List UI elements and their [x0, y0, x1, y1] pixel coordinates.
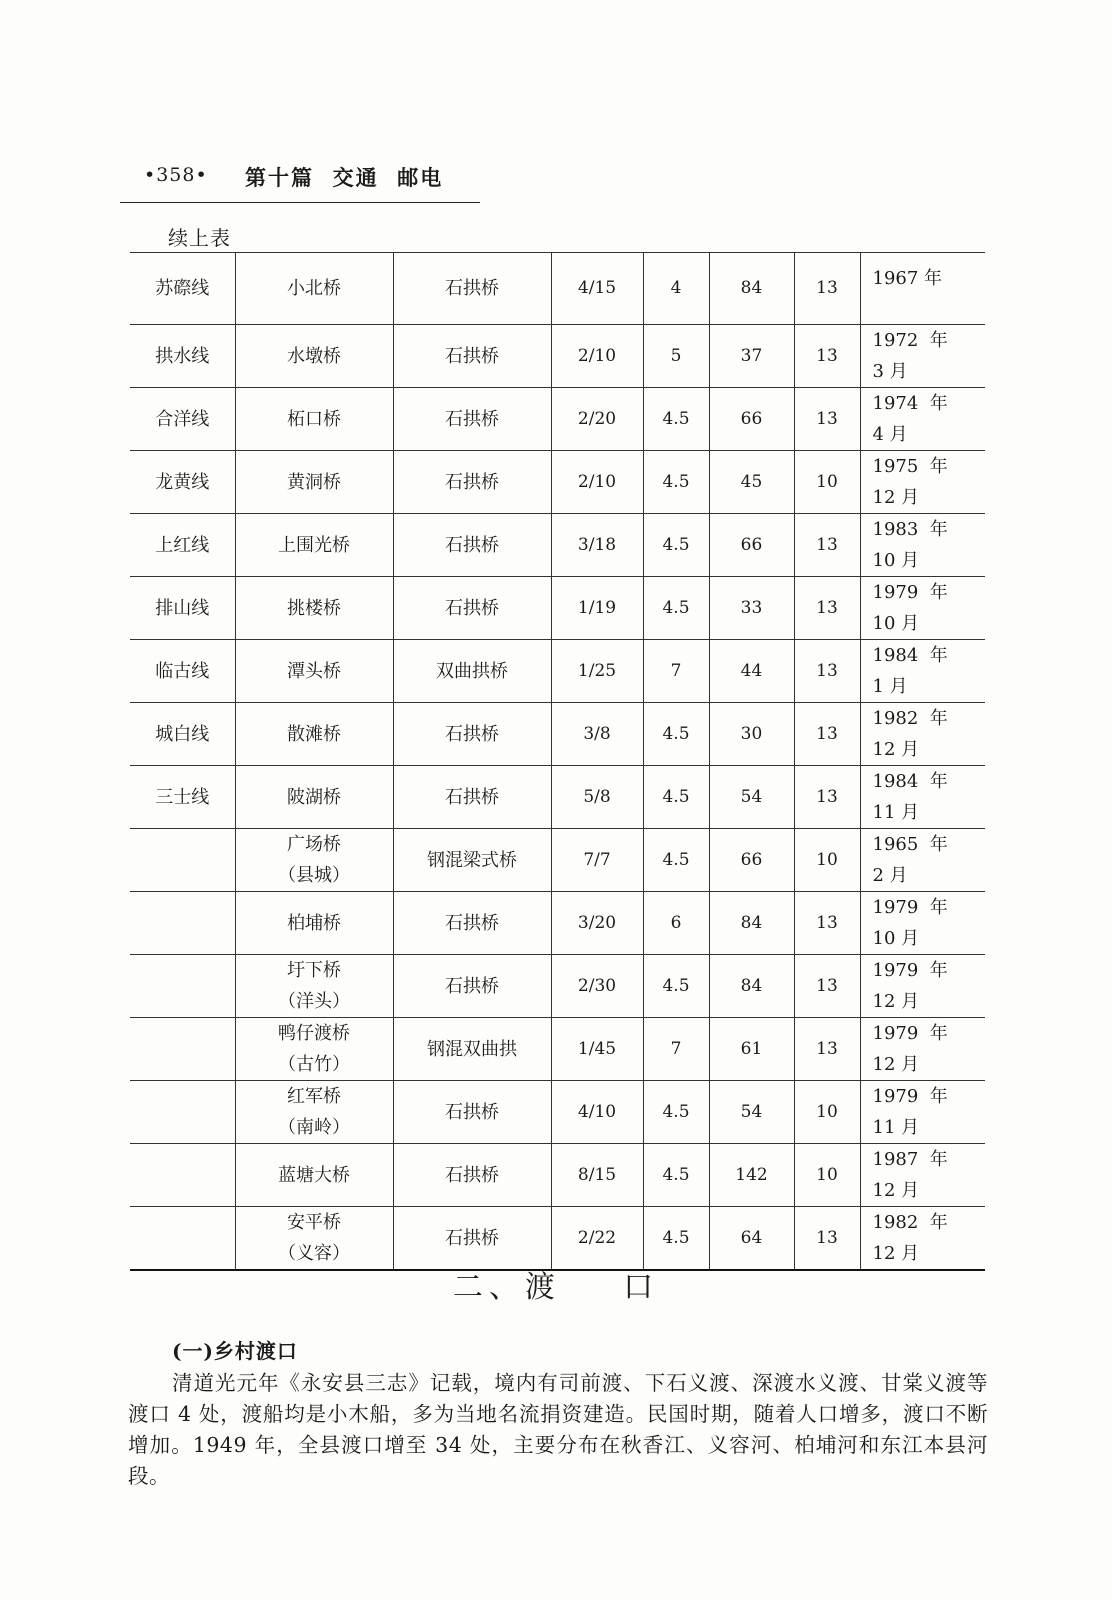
- completion-date-cell: 1974 年 4 月: [860, 388, 985, 451]
- width-cell: 4.5: [643, 955, 709, 1018]
- load-cell: 13: [794, 1207, 860, 1271]
- bridge-name-cell: 挑楼桥: [235, 577, 393, 640]
- table-row: [130, 451, 985, 514]
- load-cell: 10: [794, 1081, 860, 1144]
- length-cell: 84: [709, 955, 794, 1018]
- width-cell: 7: [643, 1018, 709, 1081]
- length-cell: 33: [709, 577, 794, 640]
- span-cell: 3/8: [551, 703, 643, 766]
- route-cell: 上红线: [130, 514, 235, 577]
- completion-date-cell: 1984 年 1 月: [860, 640, 985, 703]
- table-row: [130, 892, 985, 955]
- span-cell: 7/7: [551, 829, 643, 892]
- bridge-type-cell: 石拱桥: [393, 325, 551, 388]
- bridge-name-cell: 广场桥 （县城）: [235, 829, 393, 892]
- completion-date-cell: 1967 年: [860, 253, 985, 325]
- section-title: 第十篇 交通 邮电: [245, 165, 444, 190]
- load-cell: 13: [794, 325, 860, 388]
- bridge-type-cell: 钢混双曲拱: [393, 1018, 551, 1081]
- width-cell: 4: [643, 253, 709, 325]
- span-cell: 2/20: [551, 388, 643, 451]
- bridge-type-cell: 石拱桥: [393, 451, 551, 514]
- load-cell: 10: [794, 451, 860, 514]
- width-cell: 4.5: [643, 829, 709, 892]
- bridge-name-cell: 红军桥 （南岭）: [235, 1081, 393, 1144]
- span-cell: 2/30: [551, 955, 643, 1018]
- load-cell: 13: [794, 640, 860, 703]
- length-cell: 44: [709, 640, 794, 703]
- bridge-name-cell: 潭头桥: [235, 640, 393, 703]
- bridge-type-cell: 石拱桥: [393, 1081, 551, 1144]
- route-cell: [130, 892, 235, 955]
- span-cell: 5/8: [551, 766, 643, 829]
- route-cell: 拱水线: [130, 325, 235, 388]
- ferry-section-heading: 二、渡 口: [452, 1270, 660, 1305]
- bridge-type-cell: 钢混梁式桥: [393, 829, 551, 892]
- width-cell: 4.5: [643, 577, 709, 640]
- span-cell: 4/10: [551, 1081, 643, 1144]
- width-cell: 4.5: [643, 514, 709, 577]
- page-number: •358•: [144, 164, 208, 186]
- completion-date-cell: 1965 年 2 月: [860, 829, 985, 892]
- bridge-name-cell: 安平桥 （义容）: [235, 1207, 393, 1271]
- rural-ferry-paragraph: 清道光元年《永安县三志》记载，境内有司前渡、下石义渡、深渡水义渡、甘棠义渡等渡口 4 处，渡船均是小木船，多为当地名流捐资建造。民国时期，随着人口增多，渡口不断增加。1949 年，全县渡口增至 34 处，主要分布在秋香江、义容河、柏埔河和东江本县河段。: [128, 1371, 988, 1488]
- bridge-type-cell: 石拱桥: [393, 253, 551, 325]
- route-cell: [130, 829, 235, 892]
- table-row: [130, 1018, 985, 1081]
- length-cell: 66: [709, 514, 794, 577]
- completion-date-cell: 1982 年 12 月: [860, 703, 985, 766]
- length-cell: 142: [709, 1144, 794, 1207]
- route-cell: [130, 1018, 235, 1081]
- load-cell: 13: [794, 892, 860, 955]
- route-cell: [130, 1207, 235, 1271]
- bridge-name-cell: 圩下桥 （洋头）: [235, 955, 393, 1018]
- route-cell: [130, 1081, 235, 1144]
- length-cell: 54: [709, 766, 794, 829]
- bridge-type-cell: 双曲拱桥: [393, 640, 551, 703]
- route-cell: 苏磜线: [130, 253, 235, 325]
- bridge-type-cell: 石拱桥: [393, 1144, 551, 1207]
- span-cell: 2/22: [551, 1207, 643, 1271]
- bridge-table-body: [130, 253, 985, 1271]
- page-header: [120, 160, 480, 203]
- bridge-type-cell: 石拱桥: [393, 388, 551, 451]
- length-cell: 84: [709, 253, 794, 325]
- load-cell: 13: [794, 514, 860, 577]
- load-cell: 13: [794, 955, 860, 1018]
- length-cell: 45: [709, 451, 794, 514]
- length-cell: 66: [709, 829, 794, 892]
- completion-date-cell: 1982 年 12 月: [860, 1207, 985, 1271]
- length-cell: 37: [709, 325, 794, 388]
- load-cell: 13: [794, 253, 860, 325]
- route-cell: 龙黄线: [130, 451, 235, 514]
- completion-date-cell: 1987 年 12 月: [860, 1144, 985, 1207]
- completion-date-cell: 1979 年 12 月: [860, 955, 985, 1018]
- table-row: [130, 766, 985, 829]
- width-cell: 4.5: [643, 703, 709, 766]
- bridge-name-cell: 上围光桥: [235, 514, 393, 577]
- completion-date-cell: 1983 年 10 月: [860, 514, 985, 577]
- load-cell: 10: [794, 1144, 860, 1207]
- span-cell: 2/10: [551, 325, 643, 388]
- table-row: [130, 1081, 985, 1144]
- span-cell: 2/10: [551, 451, 643, 514]
- bridge-name-cell: 鸭仔渡桥 （古竹）: [235, 1018, 393, 1081]
- width-cell: 4.5: [643, 388, 709, 451]
- table-row: [130, 640, 985, 703]
- length-cell: 61: [709, 1018, 794, 1081]
- width-cell: 4.5: [643, 1207, 709, 1271]
- bridge-name-cell: 柘口桥: [235, 388, 393, 451]
- span-cell: 4/15: [551, 253, 643, 325]
- length-cell: 30: [709, 703, 794, 766]
- bridge-type-cell: 石拱桥: [393, 703, 551, 766]
- span-cell: 1/25: [551, 640, 643, 703]
- bridge-type-cell: 石拱桥: [393, 955, 551, 1018]
- span-cell: 3/18: [551, 514, 643, 577]
- width-cell: 7: [643, 640, 709, 703]
- route-cell: [130, 1144, 235, 1207]
- bridge-type-cell: 石拱桥: [393, 892, 551, 955]
- table-row: [130, 388, 985, 451]
- width-cell: 6: [643, 892, 709, 955]
- length-cell: 64: [709, 1207, 794, 1271]
- bridge-type-cell: 石拱桥: [393, 766, 551, 829]
- rural-ferry-subheading: (一)乡村渡口: [172, 1339, 298, 1363]
- width-cell: 4.5: [643, 1081, 709, 1144]
- load-cell: 13: [794, 1018, 860, 1081]
- table-continued-caption: 续上表: [168, 226, 231, 250]
- load-cell: 13: [794, 577, 860, 640]
- bridge-name-cell: 柏埔桥: [235, 892, 393, 955]
- table-row: [130, 955, 985, 1018]
- completion-date-cell: 1979 年 11 月: [860, 1081, 985, 1144]
- bridge-table: [130, 252, 985, 1271]
- span-cell: 8/15: [551, 1144, 643, 1207]
- table-row: [130, 514, 985, 577]
- width-cell: 4.5: [643, 451, 709, 514]
- route-cell: 临古线: [130, 640, 235, 703]
- bridge-name-cell: 黄洞桥: [235, 451, 393, 514]
- width-cell: 4.5: [643, 1144, 709, 1207]
- load-cell: 10: [794, 829, 860, 892]
- bridge-name-cell: 陂湖桥: [235, 766, 393, 829]
- span-cell: 3/20: [551, 892, 643, 955]
- completion-date-cell: 1979 年 12 月: [860, 1018, 985, 1081]
- bridge-name-cell: 蓝塘大桥: [235, 1144, 393, 1207]
- completion-date-cell: 1979 年 10 月: [860, 577, 985, 640]
- table-row: [130, 829, 985, 892]
- bridge-name-cell: 小北桥: [235, 253, 393, 325]
- table-row: [130, 1207, 985, 1271]
- load-cell: 13: [794, 766, 860, 829]
- route-cell: 三士线: [130, 766, 235, 829]
- width-cell: 4.5: [643, 766, 709, 829]
- width-cell: 5: [643, 325, 709, 388]
- span-cell: 1/19: [551, 577, 643, 640]
- bridge-type-cell: 石拱桥: [393, 1207, 551, 1271]
- table-row: [130, 703, 985, 766]
- bridge-name-cell: 散滩桥: [235, 703, 393, 766]
- length-cell: 54: [709, 1081, 794, 1144]
- table-row: [130, 1144, 985, 1207]
- completion-date-cell: 1979 年 10 月: [860, 892, 985, 955]
- completion-date-cell: 1984 年 11 月: [860, 766, 985, 829]
- length-cell: 66: [709, 388, 794, 451]
- span-cell: 1/45: [551, 1018, 643, 1081]
- table-row: [130, 577, 985, 640]
- table-row: [130, 253, 985, 325]
- route-cell: 合洋线: [130, 388, 235, 451]
- length-cell: 84: [709, 892, 794, 955]
- table-row: [130, 325, 985, 388]
- route-cell: 排山线: [130, 577, 235, 640]
- bridge-type-cell: 石拱桥: [393, 514, 551, 577]
- load-cell: 13: [794, 388, 860, 451]
- route-cell: [130, 955, 235, 1018]
- completion-date-cell: 1972 年 3 月: [860, 325, 985, 388]
- completion-date-cell: 1975 年 12 月: [860, 451, 985, 514]
- bridge-name-cell: 水墩桥: [235, 325, 393, 388]
- bridge-type-cell: 石拱桥: [393, 577, 551, 640]
- load-cell: 13: [794, 703, 860, 766]
- route-cell: 城白线: [130, 703, 235, 766]
